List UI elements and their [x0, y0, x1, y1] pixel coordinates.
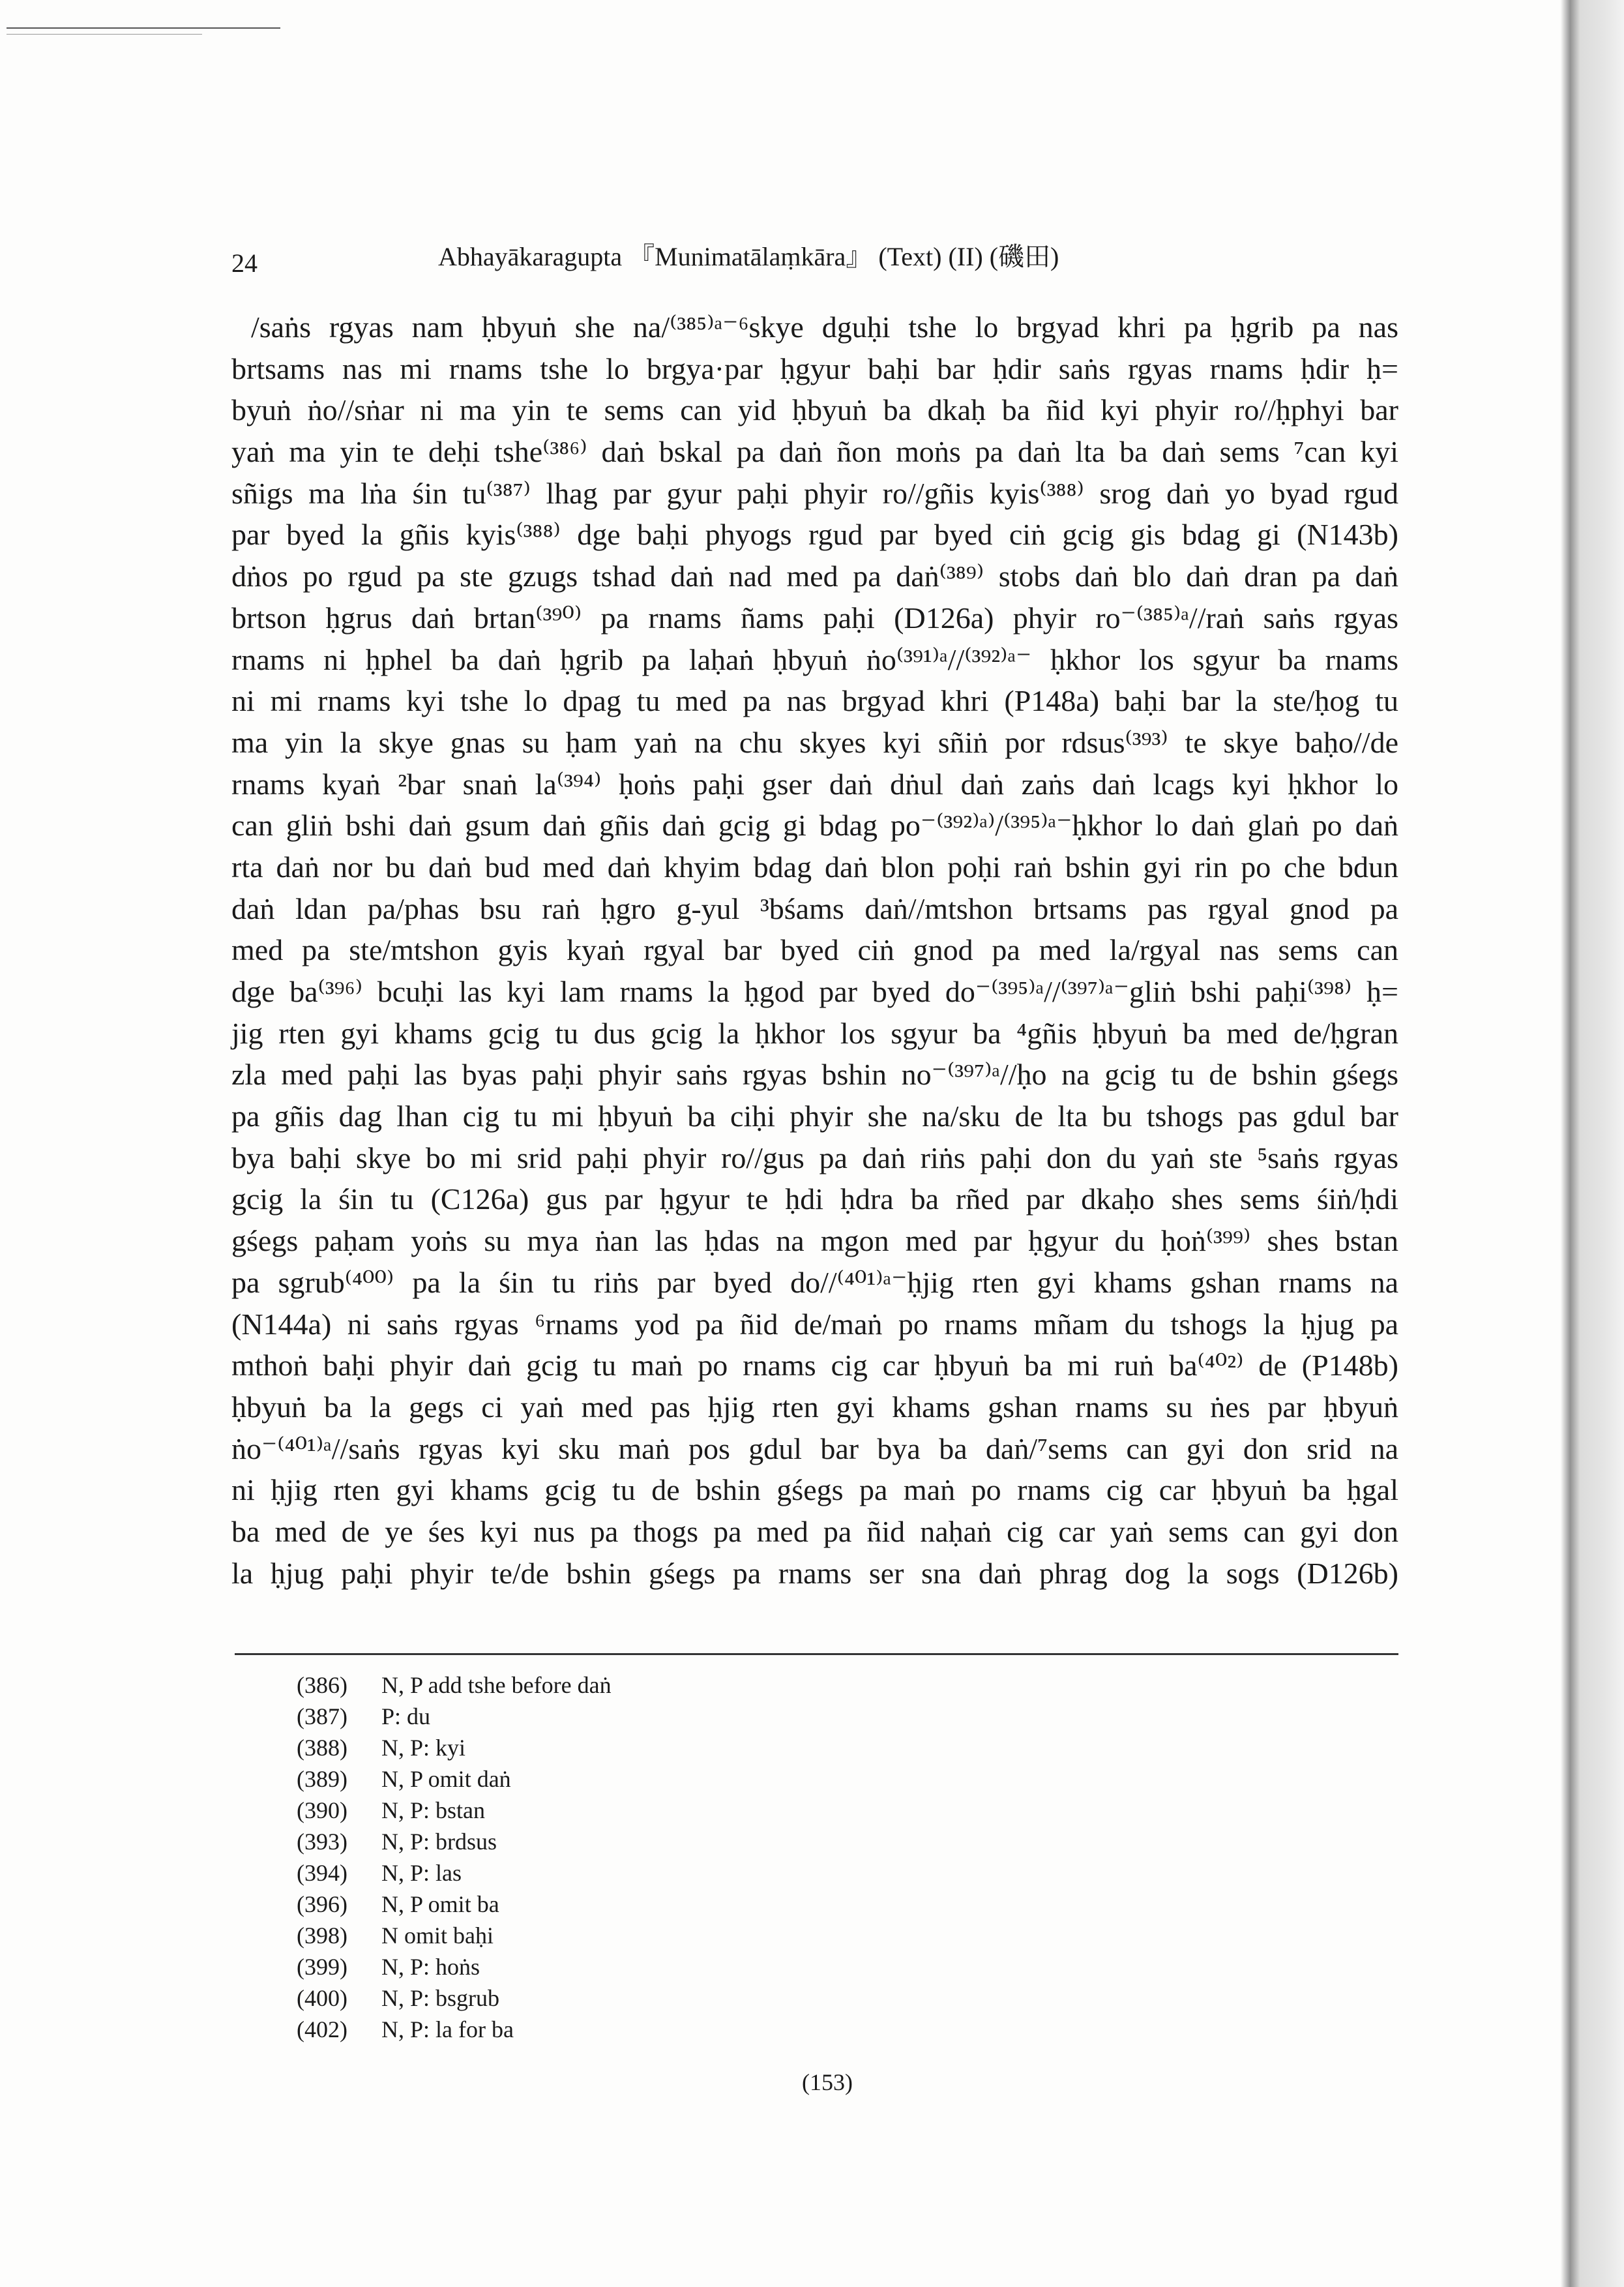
body-line: rnams ni ḥphel ba daṅ ḥgrib pa laḥaṅ ḥbyuṅ ṅo⁽³⁹¹⁾ᵃ//⁽³⁹²⁾ᵃ⁻ ḥkhor los sgyur ba rnams: [231, 642, 1398, 676]
body-line: (N144a) ni saṅs rgyas ⁶rnams yod pa ñid de/maṅ po rnams mñam du tshogs la ḥjug pa: [231, 1307, 1398, 1341]
footnote-text: N, P omit daṅ: [381, 1766, 511, 1792]
footnote-text: N, P omit ba: [381, 1891, 499, 1917]
footnote-text: N omit baḥi: [381, 1922, 494, 1949]
body-line: gcig la śin tu (C126a) gus par ḥgyur te ḥdi ḥdra ba rñed par dkaḥo shes sems śiṅ/ḥdi: [231, 1182, 1398, 1216]
footnote-text: N, P: brdsus: [381, 1829, 497, 1855]
footnote-number: (400): [297, 1985, 347, 2011]
footnote: [297, 1669, 612, 1701]
footnote-number: (399): [297, 1954, 347, 1980]
body-line: sñigs ma lṅa śin tu⁽³⁸⁷⁾ lhag par gyur paḥi phyir ro//gñis kyis⁽³⁸⁸⁾ srog daṅ yo byad rgud: [231, 476, 1398, 510]
footnote: [297, 1732, 612, 1763]
body-line: la ḥjug paḥi phyir te/de bshin gśegs pa rnams ser sna daṅ phrag dog la sogs (D126b): [231, 1556, 1398, 1590]
footnote-number: (396): [297, 1891, 347, 1917]
body-line: par byed la gñis kyis⁽³⁸⁸⁾ dge baḥi phyogs rgud par byed ciṅ gcig gis bdag gi (N143b): [231, 518, 1398, 552]
body-line: gśegs paḥam yoṅs su mya ṅan las ḥdas na mgon med par ḥgyur du ḥoṅ⁽³⁹⁹⁾ shes bstan: [231, 1224, 1398, 1258]
body-line: rnams kyaṅ ²bar snaṅ la⁽³⁹⁴⁾ ḥoṅs paḥi gser daṅ dṅul daṅ zaṅs daṅ lcags kyi ḥkhor lo: [231, 767, 1398, 801]
footnote-text: N, P: las: [381, 1860, 462, 1886]
footnote-text: N, P: kyi: [381, 1735, 466, 1761]
footnote-text: N, P: bsgrub: [381, 1985, 500, 2011]
footnote-text: N, P add tshe before daṅ: [381, 1672, 612, 1698]
folio-number: (153): [802, 2069, 853, 2095]
footnote: [297, 1795, 612, 1826]
footnote: [297, 1857, 612, 1889]
top-rule-secondary: [7, 34, 202, 35]
body-line: ni ḥjig rten gyi khams gcig tu de bshin gśegs pa maṅ po rnams cig car ḥbyuṅ ba ḥgal: [231, 1473, 1398, 1507]
footnote-number: (393): [297, 1829, 347, 1855]
footnote-number: (388): [297, 1735, 347, 1761]
body-line: ni mi rnams kyi tshe lo dpag tu med pa nas brgyad khri (P148a) baḥi bar la ste/ḥog tu: [231, 684, 1398, 718]
footnote: [297, 1763, 612, 1795]
body-line: jig rten gyi khams gcig tu dus gcig la ḥkhor los sgyur ba ⁴gñis ḥbyuṅ ba med de/ḥgran: [231, 1016, 1398, 1050]
body-line: byuṅ ṅo//sṅar ni ma yin te sems can yid ḥbyuṅ ba dkaḥ ba ñid kyi phyir ro//ḥphyi bar: [231, 393, 1398, 427]
footnotes: [297, 1669, 612, 2045]
body-line: daṅ ldan pa/phas bsu raṅ ḥgro g-yul ³bśams daṅ//mtshon brtsams pas rgyal gnod pa: [231, 891, 1398, 925]
body-line: ma yin la skye gnas su ḥam yaṅ na chu skyes kyi sñiṅ por rdsus⁽³⁹³⁾ te skye baḥo//de: [231, 725, 1398, 759]
body-line: mthoṅ baḥi phyir daṅ gcig tu maṅ po rnams cig car ḥbyuṅ ba mi ruṅ ba⁽⁴⁰²⁾ de (P148b): [231, 1349, 1398, 1383]
top-rule: [7, 27, 280, 29]
body-line: /saṅs rgyas nam ḥbyuṅ she na/⁽³⁸⁵⁾ᵃ⁻⁶skye dguḥi tshe lo brgyad khri pa ḥgrib pa nas: [251, 310, 1398, 344]
footnote-number: (394): [297, 1860, 347, 1886]
footnote-number: (402): [297, 2016, 347, 2042]
footnote-text: N, P: hoṅs: [381, 1954, 480, 1980]
footnote: [297, 1982, 612, 2014]
footnote-number: (387): [297, 1703, 347, 1729]
body-line: ba med de ye śes kyi nus pa thogs pa med pa ñid naḥaṅ cig car yaṅ sems can gyi don: [231, 1514, 1398, 1548]
body-line: ḥbyuṅ ba la gegs ci yaṅ med pas ḥjig rten gyi khams gshan rnams su ṅes par ḥbyuṅ: [231, 1390, 1398, 1424]
footnote-number: (386): [297, 1672, 347, 1698]
footnote-number: (389): [297, 1766, 347, 1792]
footnote: [297, 2014, 612, 2045]
body-line: brtsams nas mi rnams tshe lo brgya·par ḥgyur baḥi bar ḥdir saṅs rgyas rnams ḥdir ḥ=: [231, 351, 1398, 385]
body-line: can gliṅ bshi daṅ gsum daṅ gñis daṅ gcig gi bdag po⁻⁽³⁹²⁾ᵃ⁾/⁽³⁹⁵⁾ᵃ⁻ḥkhor lo daṅ glaṅ po daṅ: [231, 809, 1398, 843]
body-line: med pa ste/mtshon gyis kyaṅ rgyal bar byed ciṅ gnod pa med la/rgyal nas sems can: [231, 933, 1398, 967]
page-number: 24: [231, 248, 258, 278]
footnote-number: (398): [297, 1922, 347, 1949]
body-line: pa sgrub⁽⁴⁰⁰⁾ pa la śin tu riṅs par byed do//⁽⁴⁰¹⁾ᵃ⁻ḥjig rten gyi khams gshan rnams na: [231, 1265, 1398, 1299]
body-line: brtson ḥgrus daṅ brtan⁽³⁹⁰⁾ pa rnams ñams paḥi (D126a) phyir ro⁻⁽³⁸⁵⁾ᵃ//raṅ saṅs rgyas: [231, 601, 1398, 635]
footnote: [297, 1889, 612, 1920]
footnote-text: N, P: la for ba: [381, 2016, 514, 2042]
footnote: [297, 1826, 612, 1857]
footnote-text: P: du: [381, 1703, 431, 1729]
footnote: [297, 1920, 612, 1951]
scan-binding-edge: [1526, 0, 1624, 2287]
footnote-number: (390): [297, 1797, 347, 1823]
footnote: [297, 1701, 612, 1732]
body-line: pa gñis dag lhan cig tu mi ḥbyuṅ ba ciḥi phyir she na/sku de lta bu tshogs pas gdul bar: [231, 1099, 1398, 1133]
body-line: ṅo⁻⁽⁴⁰¹⁾ᵃ//saṅs rgyas kyi sku maṅ pos gdul bar bya ba daṅ/⁷sems can gyi don srid na: [231, 1431, 1398, 1465]
footnote-text: N, P: bstan: [381, 1797, 486, 1823]
body-text: [231, 306, 1398, 1594]
body-line: zla med paḥi las byas paḥi phyir saṅs rgyas bshin no⁻⁽³⁹⁷⁾ᵃ//ḥo na gcig tu de bshin gśegs: [231, 1058, 1398, 1092]
body-line: rta daṅ nor bu daṅ bud med daṅ khyim bdag daṅ blon poḥi raṅ bshin gyi rin po che bdun: [231, 850, 1398, 884]
footnote-rule: [235, 1653, 1398, 1655]
body-line: bya baḥi skye bo mi srid paḥi phyir ro//gus pa daṅ riṅs paḥi don du yaṅ ste ⁵saṅs rgyas: [231, 1141, 1398, 1174]
body-line: dṅos po rgud pa ste gzugs tshad daṅ nad med pa daṅ⁽³⁸⁹⁾ stobs daṅ blo daṅ dran pa daṅ: [231, 560, 1398, 593]
body-line: dge ba⁽³⁹⁶⁾ bcuḥi las kyi lam rnams la ḥgod par byed do⁻⁽³⁹⁵⁾ᵃ//⁽³⁹⁷⁾ᵃ⁻gliṅ bshi paḥi⁽³⁹⁸⁾ ḥ=: [231, 975, 1398, 1008]
footnote: [297, 1951, 612, 1982]
running-head: Abhayākaragupta 『Munimatālaṃkāra』 (Text) (II) (磯田): [438, 242, 1059, 271]
body-line: yaṅ ma yin te deḥi tshe⁽³⁸⁶⁾ daṅ bskal pa daṅ ñon moṅs pa daṅ lta ba daṅ sems ⁷can kyi: [231, 435, 1398, 469]
